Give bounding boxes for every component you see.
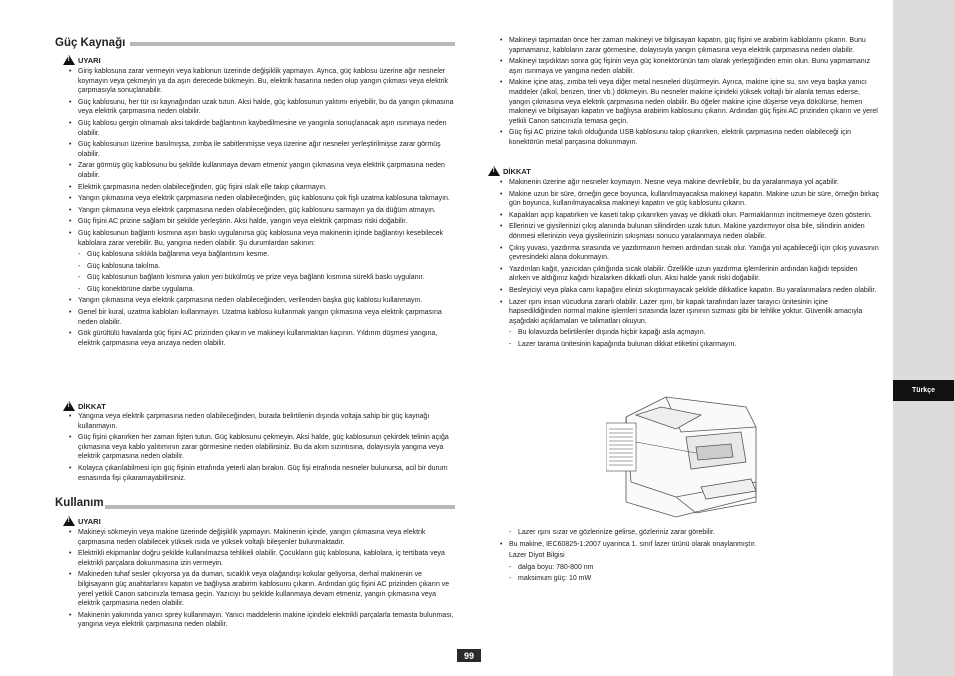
list-item: • Yangın çıkmasına veya elektrik çarpmasına neden olabileceğinden, güç kablosunu çok fişli uzatma kablosuna takmayın.: [69, 194, 455, 204]
list-item: • Makineyi taşımadan önce her zaman makineyi ve bilgisayarı kapatın, güç fişini ve arabirim kablolarını çıkarın. Bunu yapmamanız, kabloların zarar görmesine, dolayısıyla yangın çıkmasına veya elektrik çarpmasına neden olabilir.: [500, 36, 880, 55]
list-item: • Kapakları açıp kapatırken ve kaseti takıp çıkarırken yavaş ve dikkatli olun. Parmaklarınızı incitmemeye özen gösterin.: [500, 211, 880, 221]
warning-label: ! UYARI: [63, 516, 101, 526]
list-item: • Güç kablosu gergin olmamalı aksi takdirde bağlantının kaybedilmesine ve yangınla sonuçlanacak aşırı ısınmaya neden olabilir.: [69, 119, 455, 138]
warning-label: ! UYARI: [63, 55, 101, 65]
list-item: • Makineyi taşıdıktan sonra güç fişinin veya güç konektörünün tam olarak yerleştiğinden emin olun. Bunu yapmamanız aşırı ısınmaya ve yangına neden olabilir.: [500, 57, 880, 76]
page-number: 99: [457, 649, 481, 662]
sub-list-item: - Güç kablosuna sıklıkla bağlanma veya bağlantısını kesme.: [69, 250, 455, 260]
list-item: • Makineyi sökmeyin veya makine üzerinde değişiklik yapmayın. Makinenin içinde, yangın çıkmasına veya elektrik çarpmasına neden olabilecek yüksek ısıda ve yüksek voltajlı bileşenler bulunmaktadır.: [69, 528, 455, 547]
section-rule: [105, 505, 455, 509]
list-item: • Güç fişini çıkarırken her zaman fişten tutun. Güç kablosunu çekmeyin. Aksi halde, güç kablosunun çekirdek telinin açığa çıkmasına veya kablo yalıtımının zarar görmesine neden olabilirsiniz. Bu da akım sızıntısına, dolayısıyla yangına veya elektrik çarpmasına neden olabilir.: [69, 433, 455, 462]
list-item: • Elektrik çarpmasına neden olabileceğinden, güç fişini ıslak elle takıp çıkarmayın.: [69, 183, 455, 193]
usage-warning-list: [69, 528, 455, 632]
laser-info-list: [500, 528, 880, 586]
right-sidebar: [893, 0, 954, 676]
caution-label: ! DİKKAT: [63, 401, 106, 411]
list-item: • Yazdırılan kağıt, yazıcıdan çıktığında sıcak olabilir. Özellikle uzun yazdırma işlemlerinin ardından kağıdı tepsiden alırken ve aldığınız kağıdı hizalarken dikkatli olun. Aksi halde yanık riski doğabilir.: [500, 265, 880, 284]
sub-list-item: - dalga boyu: 780-800 nm: [500, 563, 880, 573]
list-item: • Güç kablosunu, her tür ısı kaynağından uzak tutun. Aksi halde, güç kablosunun yalıtımı eriyebilir, bu da yangın çıkmasına veya elektrik çarpmasına neden olabilir.: [69, 98, 455, 117]
list-item: • Makine uzun bir süre, örneğin gece boyunca, kullanılmayacaksa makineyi kapatın. Makine uzun bir süre, örneğin birkaç gün boyunca, kullanılmayacaksa makineyi kapatın ve güç kablosunu çıkarın.: [500, 190, 880, 209]
list-item: • Yangın çıkmasına veya elektrik çarpmasına neden olabileceğinden, verilenden başka güç kablosu kullanmayın.: [69, 296, 455, 306]
warning-triangle-icon: [63, 516, 75, 526]
list-item: • Kolayca çıkarılabilmesi için güç fişinin etrafında yeterli alan bırakın. Güç fişi etrafında nesneler bulunursa, acil bir durum esnasında fişi çıkaramayabilirsiniz.: [69, 464, 455, 483]
language-tab[interactable]: Türkçe: [893, 380, 954, 401]
list-item: • Bu makine, IEC60825-1:2007 uyarınca 1. sınıf lazer ürünü olarak onaylanmıştır.: [500, 540, 880, 550]
usage-caution-list: [500, 178, 880, 352]
list-item: • Genel bir kural, uzatma kabloları kullanmayın. Uzatma kablosu kullanmak yangın çıkmasına veya elektrik çarpmasına neden olabilir.: [69, 308, 455, 327]
list-item: • Güç fişi AC prizine takılı olduğunda USB kablosunu takıp çıkarırken, elektrik çarpmasına neden olabileceği için konektörün metal parçasına dokunmayın.: [500, 128, 880, 147]
list-item: • Ellerinizi ve giysilerinizi çıkış alanında bulunan silindirden uzak tutun. Makine yazdırmıyor olsa bile, silindirin aniden dönmesi ellerinizin veya giysilerinizin sıkışması sonucu yaralanmaya neden olabilir.: [500, 222, 880, 241]
warning-triangle-icon: [63, 401, 75, 411]
sub-list-item: - Bu kılavuzda belirtilenler dışında hiçbir kapağı asla açmayın.: [500, 328, 880, 338]
list-item: • Makinenin üzerine ağır nesneler koymayın. Nesne veya makine devrilebilir, bu da yaralanmaya yol açabilir.: [500, 178, 880, 188]
list-item: • Makine içine ataş, zımba teli veya diğer metal nesneleri düşürmeyin. Ayrıca, makine içine su, sıvı veya başka yanıcı maddeler (alkol, benzen, tiner vb.) dökmeyin. Bu nesneler makine içindeki yüksek voltajlı bir alanla temas ederse, yangın çıkmasına veya elektrik çarpmasına neden olabilir. Bu öğeler makine içine düşerse veya dökülürse, hemen makineyi ve bilgisayarı kapatın ve bağlıysa arabirim kablosunu çıkarın. Ardından güç fişini AC prizinden çıkarın ve yerel yetkili Canon satıcınızla temasa geçin.: [500, 78, 880, 126]
warning-triangle-icon: [63, 55, 75, 65]
list-item: • Güç kablosunun bağlantı kısmına aşırı baskı uygulanırsa güç kablosuna veya makinenin içinde bağlantıyı kesebilecek kablolara zarar verebilir. Bu, yangına neden olabilir. Şu durumlardan sakının:: [69, 229, 455, 248]
list-item: • Zarar görmüş güç kablosunu bu şekilde kullanmaya devam etmeniz yangın çıkmasına veya elektrik çarpmasına neden olabilir.: [69, 161, 455, 180]
list-item: • Makineden tuhaf sesler çıkıyorsa ya da duman, sıcaklık veya olağandışı kokular geliyorsa, derhal makinenin ve bilgisayarın güç anahtarlarını kapatın ve bağlıysa arabirim kablosunu çıkarın. Ardından güç fişini AC prizinden çıkarın ve yerel yetkili Canon satıcınızla temasa geçin. Yazıcıyı bu şekilde kullanmaya devam etmeniz, yangın çıkmasına veya elektrik çarpmasına neden olabilir.: [69, 570, 455, 608]
caution-label: ! DİKKAT: [488, 166, 531, 176]
printer-laser-label-illustration: [606, 387, 766, 522]
sub-list-item: - Güç kablosuna takılma.: [69, 262, 455, 272]
sub-list-item: - maksimum güç: 10 mW: [500, 574, 880, 584]
sub-list-item: - Lazer tarama ünitesinin kapağında bulunan dikkat etiketini çıkarmayın.: [500, 340, 880, 350]
sub-list-item: - Güç kablosunun bağlantı kısmına yakın yeri bükülmüş ve prize veya bağlantı kısmına sürekli baskı uygulanır.: [69, 273, 455, 283]
usage-warning-list-cont: [500, 36, 880, 150]
power-warning-list: [69, 67, 455, 350]
section-rule: [130, 42, 455, 46]
section-title-power: Güç Kaynağı: [55, 37, 126, 49]
warning-triangle-icon: [488, 166, 500, 176]
power-caution-list: [69, 412, 455, 485]
list-item: • Gök gürültülü havalarda güç fişini AC prizinden çıkarın ve makineyi kullanmaktan kaçının. Yıldırım düşmesi yangına, elektrik çarpmasına veya arızaya neden olabilir.: [69, 329, 455, 348]
list-item: • Çıkış yuvası, yazdırma sırasında ve yazdırmanın hemen ardından sıcak olur. Yanığa yol açabileceği için çıkış yuvasının çevresindeki alana dokunmayın.: [500, 244, 880, 263]
sub-list-item: - Güç konektörüne darbe uygulama.: [69, 285, 455, 295]
list-item: • Güç fişini AC prizine sağlam bir şekilde yerleştirin. Aksi halde, yangın veya elektrik çarpması riski doğabilir.: [69, 217, 455, 227]
list-item: • Makinenin yakınında yanıcı sprey kullanmayın. Yanıcı maddelerin makine içindeki elektrikli parçalarla temasta bulunması, yangına veya elektrik çarpmasına neden olabilir.: [69, 611, 455, 630]
list-item: • Yangın çıkmasına veya elektrik çarpmasına neden olabileceğinden, güç kablosunu sarmayın ya da düğüm atmayın.: [69, 206, 455, 216]
sub-list-item: - Lazer ışını sızar ve gözlerinize gelirse, gözleriniz zarar görebilir.: [500, 528, 880, 538]
list-item: • Giriş kablosuna zarar vermeyin veya kablonun üzerinde değişiklik yapmayın. Ayrıca, güç kablosu üzerine ağır nesneler koymayın veya çekmeyin ya da aşırı derecede bükmeyin. Bu, elektrik hasarına neden olup yangın çıkması veya elektrik çarpmasıyla sonuçlanabilir.: [69, 67, 455, 96]
list-item: • Elektrikli ekipmanlar doğru şekilde kullanılmazsa tehlikeli olabilir. Çocukların güç kablosuna, kablolara, iç tertibata veya elektrikli parçalara dokunmasına izin vermeyin.: [69, 549, 455, 568]
list-item: • Lazer ışını insan vücuduna zararlı olabilir. Lazer ışını, bir kapak tarafından lazer tarayıcı ünitesinin içine hapsedildiğinden normal makine işlemleri sırasında lazer ışınının sızması gibi bir tehlike yoktur. Güvenlik amacıyla aşağıdaki açıklamaları ve talimatları okuyun.: [500, 298, 880, 327]
list-item: Lazer Diyot Bilgisi: [509, 552, 565, 560]
list-item: • Besleyiciyi veya plaka camı kapağını elinizi sıkıştırmayacak şekilde dikkatlice kapatın. Bu yaralanmalara neden olabilir.: [500, 286, 880, 296]
list-item: • Güç kablosunun üzerine basılmışsa, zımba ile sabitlenmişse veya üzerine ağır nesneler yerleştirilmişse zarar görmüş olabilir.: [69, 140, 455, 159]
list-item: • Yangına veya elektrik çarpmasına neden olabileceğinden, burada belirtilenin dışında voltaja sahip bir güç kaynağı kullanmayın.: [69, 412, 455, 431]
section-title-usage: Kullanım: [55, 497, 104, 509]
